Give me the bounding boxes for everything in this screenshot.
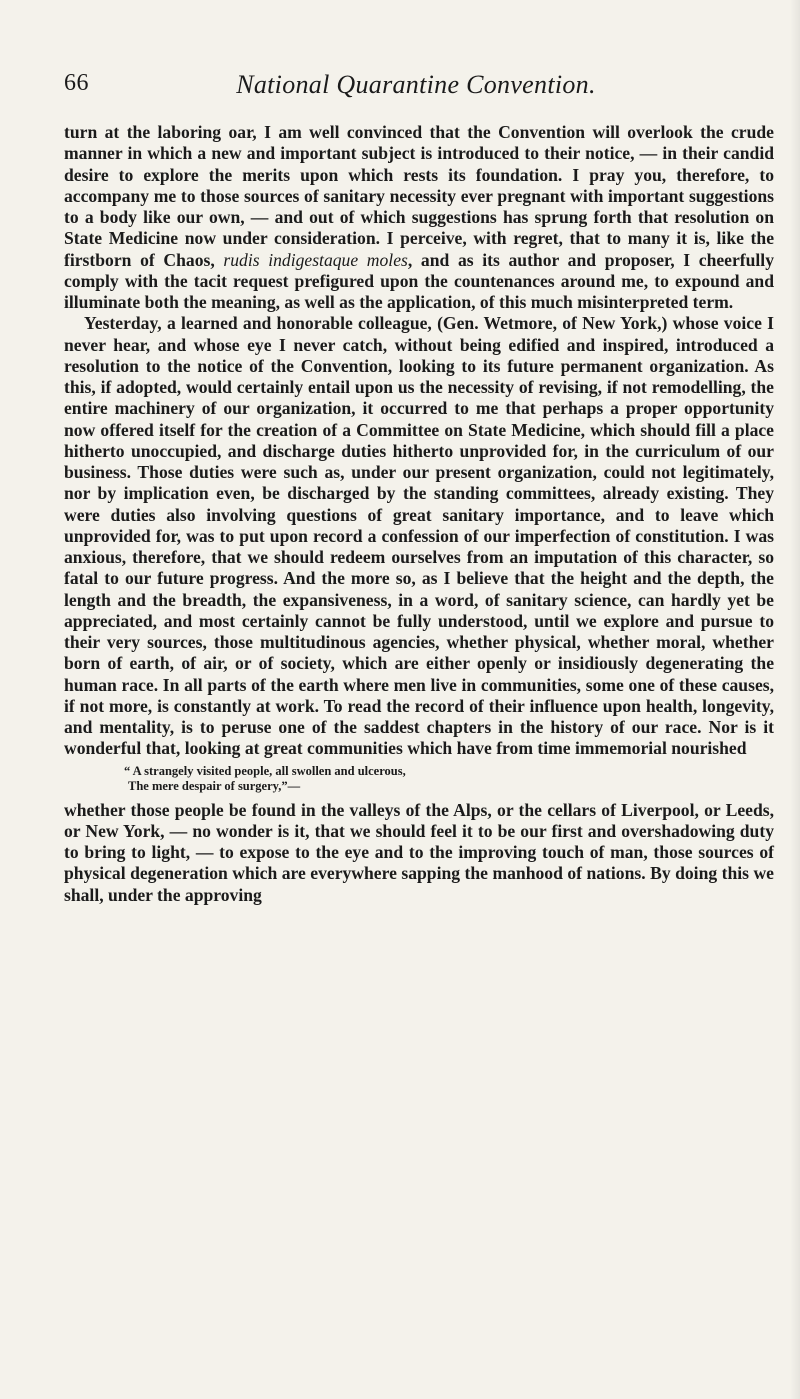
paragraph-1-after: , and as its author and proposer, I cheerfully comply with the tacit request prefigured upon the countenances around me, to expound and illuminate both the meaning, as well as the application, of this much misinterpreted term.: [64, 249, 774, 312]
page-edge-shadow: [790, 0, 800, 1399]
quote-line-1: “ A strangely visited people, all swollen and ulcerous,: [124, 763, 406, 778]
body-text: [64, 122, 774, 906]
paragraph-2: Yesterday, a learned and honorable colleague, (Gen. Wetmore, of New York,) whose voice I never hear, and whose eye I never catch, without being edified and inspired, introduced a resolution to the notice of the Convention, looking to its future permanent organization. As this, if adopted, would certainly entail upon us the necessity of revising, if not remodelling, the entire machinery of our organization, it occurred to me that perhaps a proper opportunity now offered itself for the creation of a Committee on State Medicine, which should fill a place hitherto unoccupied, and discharge duties hitherto unprovided for, in the curriculum of our business. Those duties were such as, under our present organization, could not legitimately, nor by implication even, be discharged by the standing committees, already existing. They were duties also involving questions of great sanitary importance, and to leave which unprovided for, was to put upon record a confession of our imperfection of constitution. I was anxious, therefore, that we should redeem ourselves from an imputation of this character, so fatal to our future progress. And the more so, as I believe that the height and the depth, the length and the breadth, the expansiveness, in a word, of sanitary science, can hardly yet be appreciated, and most certainly cannot be fully understood, until we explore and pursue to their very sources, those multitudinous agencies, whether physical, whether moral, whether born of earth, of air, or of society, which are either openly or insidiously degenerating the human race. In all parts of the earth where men live in communities, some one of these causes, if not more, is constantly at work. To read the record of their influence upon health, longevity, and mentality, is to peruse one of the saddest chapters in the history of our race. Nor is it wonderful that, looking at great communities which have from time immemorial nourished: [64, 313, 774, 759]
paragraph-1-before: turn at the laboring oar, I am well convinced that the Convention will overlook the crude manner in which a new and important subject is introduced to their notice, — in their candid desire to explore the merits upon which rests its foundation. I pray you, therefore, to accompany me to those sources of sanitary necessity ever pregnant with important suggestions to a body like our own, — and out of which suggestions has sprung forth that resolution on State Medicine now under consideration. I perceive, with regret, that to many it is, like the firstborn of Chaos,: [64, 122, 774, 270]
running-title: National Quarantine Convention.: [236, 70, 596, 99]
quote-line-2: The mere despair of surgery,”—: [128, 778, 301, 793]
paragraph-1: [64, 122, 774, 313]
page-header: [64, 70, 768, 104]
paragraph-3: whether those people be found in the valleys of the Alps, or the cellars of Liverpool, or Leeds, or New York, — no wonder is it, that we should feel it to be our first and overshadowing duty to bring to light, — to expose to the eye and to the improving touch of man, those sources of physical degeneration which are everywhere sapping the manhood of nations. By doing this we shall, under the approving: [64, 799, 774, 905]
block-quote: [124, 764, 774, 794]
latin-phrase: rudis indigestaque moles: [223, 249, 408, 270]
page-number: 66: [64, 70, 89, 96]
